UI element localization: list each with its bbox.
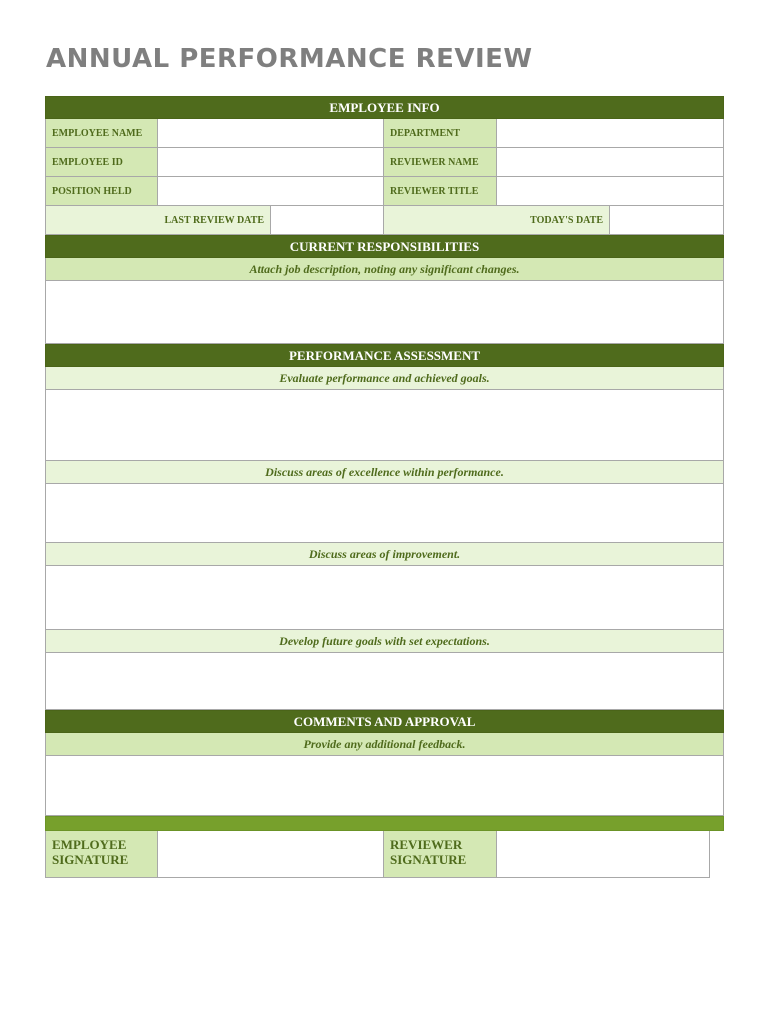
employee-id-label: EMPLOYEE ID [45, 148, 158, 176]
dates-row [45, 206, 724, 235]
excellence-prompt: Discuss areas of excellence within performance. [45, 461, 724, 484]
last-review-date-label: LAST REVIEW DATE [45, 206, 271, 234]
evaluate-field[interactable] [45, 390, 724, 461]
employee-signature-field[interactable] [158, 831, 384, 878]
goals-field[interactable] [45, 653, 724, 710]
review-form [45, 96, 724, 878]
improvement-prompt: Discuss areas of improvement. [45, 543, 724, 566]
responsibilities-field[interactable] [45, 281, 724, 344]
last-review-date-field[interactable] [271, 206, 384, 234]
page-title: ANNUAL PERFORMANCE REVIEW [46, 44, 533, 74]
responsibilities-prompt: Attach job description, noting any significant changes. [45, 258, 724, 281]
reviewer-name-field[interactable] [497, 148, 724, 176]
employee-info-header: EMPLOYEE INFO [45, 96, 724, 119]
todays-date-field[interactable] [610, 206, 724, 234]
assessment-header: PERFORMANCE ASSESSMENT [45, 344, 724, 367]
divider-bar [45, 816, 724, 831]
reviewer-signature-field[interactable] [497, 831, 710, 878]
employee-name-row [45, 119, 724, 148]
goals-prompt: Develop future goals with set expectations. [45, 630, 724, 653]
reviewer-signature-label-line2: SIGNATURE [390, 852, 467, 867]
reviewer-title-label: REVIEWER TITLE [384, 177, 497, 205]
employee-name-field[interactable] [158, 119, 384, 147]
position-row [45, 177, 724, 206]
improvement-field[interactable] [45, 566, 724, 630]
signature-row [45, 831, 724, 878]
position-held-label: POSITION HELD [45, 177, 158, 205]
employee-name-label: EMPLOYEE NAME [45, 119, 158, 147]
employee-signature-label-line1: EMPLOYEE [52, 837, 127, 852]
todays-date-label: TODAY'S DATE [384, 206, 610, 234]
employee-id-row [45, 148, 724, 177]
employee-signature-label-line2: SIGNATURE [52, 852, 129, 867]
reviewer-title-field[interactable] [497, 177, 724, 205]
excellence-field[interactable] [45, 484, 724, 543]
department-field[interactable] [497, 119, 724, 147]
employee-id-field[interactable] [158, 148, 384, 176]
responsibilities-header: CURRENT RESPONSIBILITIES [45, 235, 724, 258]
comments-field[interactable] [45, 756, 724, 816]
department-label: DEPARTMENT [384, 119, 497, 147]
evaluate-prompt: Evaluate performance and achieved goals. [45, 367, 724, 390]
comments-prompt: Provide any additional feedback. [45, 733, 724, 756]
position-held-field[interactable] [158, 177, 384, 205]
employee-signature-label [45, 831, 158, 878]
reviewer-name-label: REVIEWER NAME [384, 148, 497, 176]
comments-header: COMMENTS AND APPROVAL [45, 710, 724, 733]
reviewer-signature-label [384, 831, 497, 878]
reviewer-signature-label-line1: REVIEWER [390, 837, 463, 852]
